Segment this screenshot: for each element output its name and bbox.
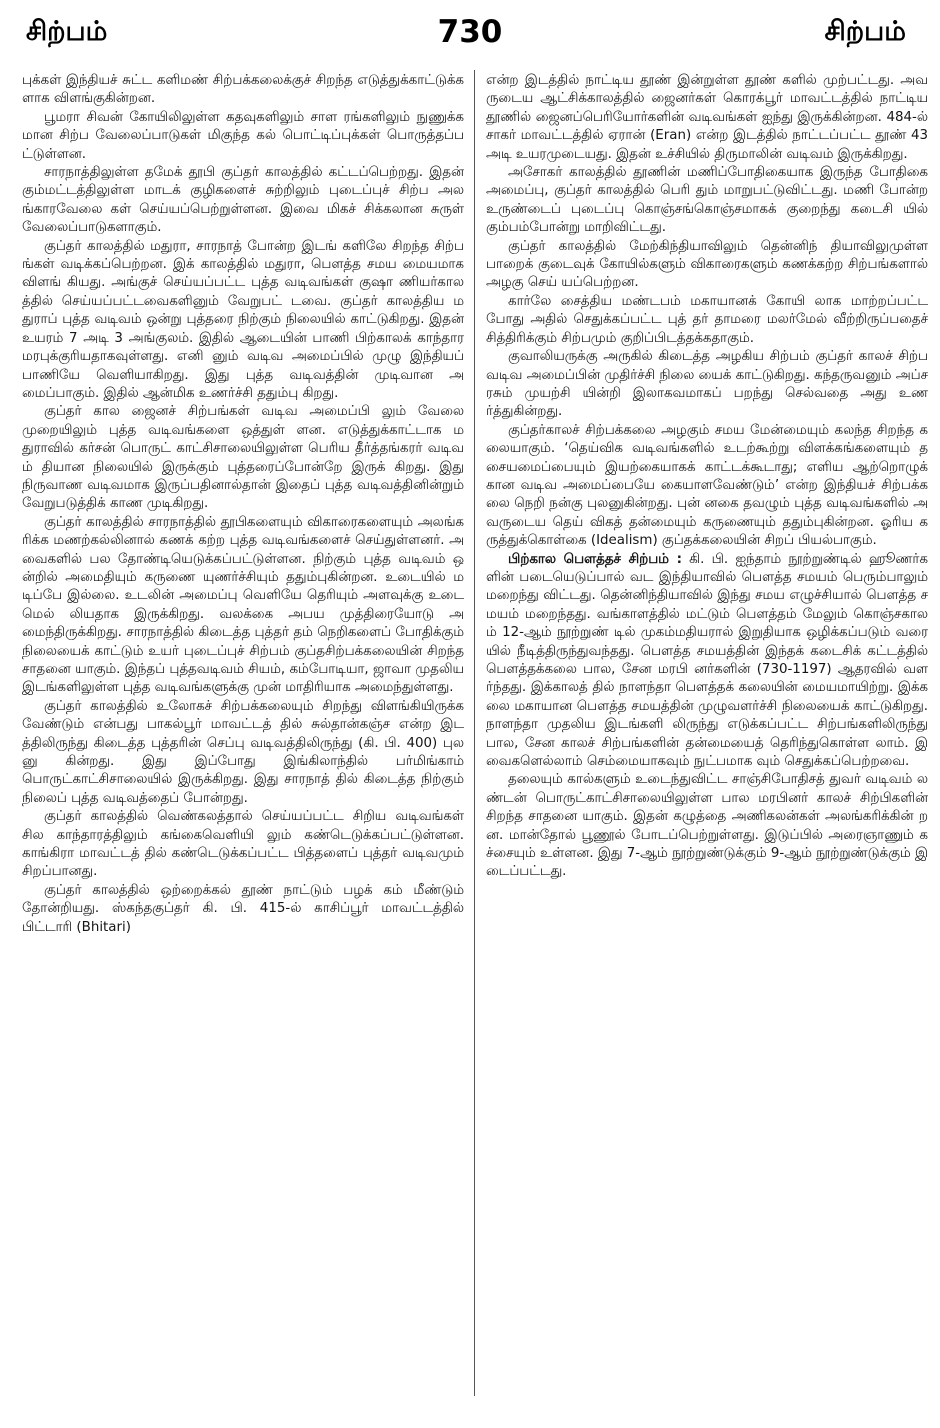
- section-heading: பிற்கால பௌத்தச் சிற்பம் :: [508, 551, 682, 567]
- paragraph: அசோகர் காலத்தில் தூணின் மணிப்போதிகையாக இருந்த போதிகை அமைப்பு, குப்தர் காலத்தில் பெரி தும் மாறுபட்டுவிட்டது. மணி போன்ற உருண்டைப் புடைப்பு கொஞ்சங்கொஞ்சமாகக் குறைந்து கடைசி யில் கும்பம்போன்று மாறிவிட்டது.: [486, 165, 928, 236]
- paragraph: கார்லே சைத்திய மண்டபம் மகாயானக் கோயி லாக மாற்றப்பட்டபோது அதில் செதுக்கப்பட்ட புத் தர் தாமரை மலர்மேல் வீற்றிருப்பதைச் சித்திரிக்கும் சிற்பமும் குறிப்பிடத்தக்கதாகும்.: [486, 293, 928, 346]
- paragraph: பூமரா சிவன் கோயிலிலுள்ள கதவுகளிலும் சாள ரங்களிலும் நுணுக்கமான சிற்ப வேலைப்பாடுகள் மிகுந்த கல் பொட்டிப்புக்கள் பொருத்தப்பட்டுள்ளன.: [22, 109, 464, 162]
- running-title-left: சிற்பம்: [26, 16, 108, 47]
- section-text: கி. பி. ஐந்தாம் நூற்றுண்டில் ஹூணர்களின் படையெடுப்பால் வட இந்தியாவில் பௌத்த சமயம் பெரும்பாலும் மறைந்து விட்டது. தென்னிந்தியாவில் இந்து சமய எழுச்சியால் பௌத்த சமயம் மறைந்தது. வங்காளத்தில் மட்டும் பௌத்தம் மேலும் கொஞ்சகாலம் 12-ஆம் நூற்றுண் டில் முகம்மதியரால் இறுதியாக ஒழிக்கப்படும் வரை யில் நீடித்திருந்துவந்தது. பௌத்த சமயத்தின் இந்தக் கடைசிக் கட்டத்தில் பௌத்தக்கலை பால, சேன மரபி னர்களின் (730-1197) ஆதரவில் வளர்ந்தது. இக்காலத் தில் நாளந்தா பௌத்தக் கலையின் மையமாயிற்று. இக்கலை மகாயான பௌத்த சமயத்தின் முழுவளர்ச்சி நிலையைக் காட்டுகிறது. நாளந்தா முதலிய இடங்களி லிருந்து எடுக்கப்பட்ட சிற்பங்களிலிருந்து பால, சேன காலச் சிற்பங்களின் தன்மையைத் தெரிந்துகொள்ள லாம். இவைகளெல்லாம் செம்மையாகவும் நுட்பமாக வும் செதுக்கப்பெற்றவை.: [486, 551, 928, 770]
- right-column: [486, 72, 928, 882]
- page-header: [16, 12, 924, 56]
- paragraph: தலையும் கால்களும் உடைந்துவிட்ட சாஞ்சிபோதிசத் துவர் வடிவம் லண்டன் பொருட்காட்சிசாலையிலுள்ள பால மரபினர் காலச் சிற்பிகளின் சிறந்த சாதனை யாகும். இதன் கழுத்தை அணிகலன்கள் அலங்கரிக்கின் றன. மான்தோல் பூணூல் போடப்பெற்றுள்ளது. இடுப்பில் அரைஞாணும் கச்சையும் உள்ளன. இது 7-ஆம் நூற்றுண்டுக்கும் 9-ஆம் நூற்றுண்டுக்கும் இடைப்பட்டது.: [486, 772, 928, 880]
- left-column: [22, 72, 464, 937]
- paragraph: குவாலியருக்கு அருகில் கிடைத்த அழகிய சிற்பம் குப்தர் காலச் சிற்ப வடிவ அமைப்பின் முதிர்ச்சி நிலை யைக் காட்டுகிறது. கந்தருவனும் அப்சரசும் முயற்சி யின்றி இலாகவமாகப் பறந்து செல்வதை அது உணர்த்துகின்றது.: [486, 349, 928, 420]
- page-number: 730: [437, 14, 503, 50]
- paragraph: குப்தர் காலத்தில் உலோகச் சிற்பக்கலையும் சிறந்து விளங்கியிருக்கவேண்டும் என்பது பாகல்பூர் மாவட்டத் தில் சுல்தான்கஞ்ச என்ற இடத்திலிருந்து கிடைத்த புத்தரின் செப்பு வடிவத்திலிருந்து (கி. பி. 400) புலனு கின்றது. இது இப்போது இங்கிலாந்தில் பர்மிங்காம் பொருட்காட்சிசாலையில் இருக்கிறது. இது சாரநாத் தில் கிடைத்த நிற்கும் நிலைப் புத்த வடிவத்தைப் போன்றது.: [22, 698, 464, 806]
- paragraph: குப்தர் காலத்தில் மதுரா, சாரநாத் போன்ற இடங் களிலே சிறந்த சிற்பங்கள் வடிக்கப்பெற்றன. இக் காலத்தில் மதுரா, பௌத்த சமய மையமாக விளங் கியது. அங்குச் செய்யப்பட்ட புத்த வடிவங்கள் குஷா ணியர்காலத்தில் செய்யப்பட்டவைகளினும் வேறுபட் டவை. குப்தர் காலத்திய மதுராப் புத்த வடிவம் ஒன்று புத்தரை நிற்கும் நிலையில் காட்டுகிறது. இதன் உயரம் 7 அடி 3 அங்குலம். இதில் ஆடையின் பாணி பிற்காலக் காந்தார மரபுக்குரியதாகவுள்ளது. எனி னும் வடிவ அமைப்பில் முழு இந்தியப் பாணியே வெளியாகிறது. இது புத்த வடிவத்தின் முடிவான அமைப்பாகும். இதில் ஆன்மிக உணர்ச்சி ததும்பு கிறது.: [22, 238, 464, 401]
- running-title-right: சிற்பம்: [824, 16, 906, 47]
- paragraph: சாரநாத்திலுள்ள தமேக் தூபி குப்தர் காலத்தில் கட்டப்பெற்றது. இதன் கும்மட்டத்திலுள்ள மாடக் குழிகளைச் சுற்றிலும் புடைப்புச் சிற்ப அலங்காரவேலை கள் செய்யப்பெற்றுள்ளன. இவை மிகச் சிக்கலான சுருள் வேலைப்பாடுகளாகும்.: [22, 165, 464, 236]
- paragraph: குப்தர் காலத்தில் ஒற்றைக்கல் தூண் நாட்டும் பழக் கம் மீண்டும் தோன்றியது. ஸ்கந்தகுப்தர் கி. பி. 415-ல் காசிப்பூர் மாவட்டத்தில் பிட்டாரி (Bhitari): [22, 882, 464, 935]
- paragraph: குப்தர் காலத்தில் மேற்கிந்தியாவிலும் தென்னிந் தியாவிலுமுள்ள பாறைக் குடைவுக் கோயில்களும் விகாரைகளும் கணக்கற்ற சிற்பங்களால் அழகு செய் யப்பெற்றன.: [486, 238, 928, 291]
- column-divider: [474, 70, 475, 1396]
- paragraph: குப்தர் காலத்தில் சாரநாத்தில் தூபிகளையும் விகாரைகளையும் அலங்கரிக்க மணற்கல்லினால் கணக் கற்ற புத்த வடிவங்களைச் செய்துள்ளனர். அவைகளில் பல தோண்டியெடுக்கப்பட்டுள்ளன. நிற்கும் புத்த வடிவம் ஒன்றில் அமைதியும் கருணை யுணர்ச்சியும் ததும்புகின்றன. உடையில் மடிப்பே இல்லை. உடலின் அமைப்பு வெளியே தெரியும் அளவுக்கு உடை மெல் லியதாக இருக்கிறது. வலக்கை அபய முத்திரையோடு அமைந்திருக்கிறது. சாரநாத்தில் கிடைத்த புத்தர் தம் நெறிகளைப் போதிக்கும் நிலையைக் காட்டும் உயர் புடைப்புச் சிற்பம் குப்தசிற்பக்கலையின் சிறந்த சாதனை யாகும். இந்தப் புத்தவடிவம் சியம், கம்போடியா, ஜாவா முதலிய இடங்களிலுள்ள புத்த வடிவங்களுக்கு முன் மாதிரியாக அமைந்துள்ளது.: [22, 514, 464, 696]
- paragraph: புக்கள் இந்தியச் சுட்ட களிமண் சிற்பக்கலைக்குச் சிறந்த எடுத்துக்காட்டுக்களாக விளங்குகின்றன.: [22, 73, 464, 107]
- paragraph: குப்தர்காலச் சிற்பக்கலை அழகும் சமய மேன்மையும் கலந்த சிறந்த கலையாகும். ‘தெய்விக வடிவங்களில் உடற்கூற்று விளக்கங்களையும் தசையமைப்பையும் இயற்கையாகக் காட்டக்கூடாது; எளிய ஆற்றொழுக் கான வடிவ அமைப்பையே கையாளவேண்டும்’ என்ற இந்தியச் சிற்பக்கலை நெறி நன்கு புலனுகின்றது. புன் னகை தவழும் புத்த வடிவங்களில் அவருடைய தெய் விகத் தன்மையும் கருணையும் ததும்புகின்றன. ஓரிய கருத்துக்கொள்கை (Idealism) குப்தக்கலையின் சிறப் பியல்பாகும்.: [486, 422, 928, 549]
- paragraph: குப்தர் காலத்தில் வெண்கலத்தால் செய்யப்பட்ட சிறிய வடிவங்கள் சில காந்தாரத்திலும் கங்கைவெளியி லும் கண்டெடுக்கப்பட்டுள்ளன. காங்கிரா மாவட்டத் தில் கண்டெடுக்கப்பட்ட பித்தளைப் புத்தர் வடிவமும் சிறப்பானது.: [22, 809, 464, 880]
- section-paragraph: [486, 551, 928, 772]
- paragraph: குப்தர் கால ஜைனச் சிற்பங்கள் வடிவ அமைப்பி லும் வேலை முறையிலும் புத்த வடிவங்களை ஒத்துள் ளன. எடுத்துக்காட்டாக மதுராவில் கர்சன் பொருட் காட்சிசாலையிலுள்ள பெரிய தீர்த்தங்கரர் வடிவம் தியான நிலையில் இருக்கும் புத்தரைப்போன்றே இருக் கிறது. இது நிருவாண வடிவமாக இருப்பதினால்தான் இதைப் புத்த வடிவத்தினின்றும் வேறுபடுத்திக் காண முடிகிறது.: [22, 404, 464, 512]
- paragraph: என்ற இடத்தில் நாட்டிய தூண் இன்றுள்ள தூண் களில் முற்பட்டது. அவருடைய ஆட்சிக்காலத்தில் ஜைனர்கள் கொரக்பூர் மாவட்டத்தில் நாட்டிய தூணில் ஜைனப்பெரியோர்களின் வடிவங்கள் ஐந்து இருக்கின்றன. 484-ல் சாகர் மாவட்டத்தில் ஏரான் (Eran) என்ற இடத்தில் நாட்டப்பட்ட தூண் 43 அடி உயரமுடையது. இதன் உச்சியில் திருமாலின் வடிவம் இருக்கிறது.: [486, 73, 928, 162]
